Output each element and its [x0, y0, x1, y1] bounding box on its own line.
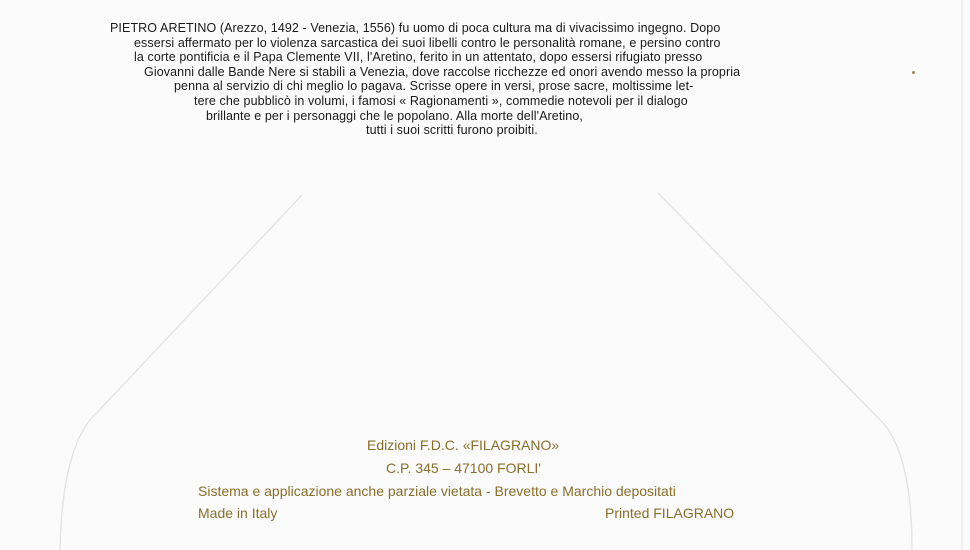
publisher-address: C.P. 345 – 47100 FORLI' [386, 460, 541, 476]
biography-text [110, 21, 870, 138]
paper-speck [912, 71, 915, 74]
bio-line: penna al servizio di chi meglio lo pagava. Scrisse opere in versi, prose sacre, moltissime let- [174, 79, 694, 94]
bio-line: Giovanni dalle Bande Nere si stabilì a Venezia, dove raccolse ricchezze ed onori avendo messo la propria [144, 64, 741, 79]
bio-line: tere che pubblicò in volumi, i famosi « Ragionamenti », commedie notevoli per il dialogo [194, 93, 688, 108]
bio-line: la corte pontificia e il Papa Clemente VII, l'Aretino, ferito in un attentato, dopo essersi rifugiato presso [134, 50, 703, 65]
right-flap-fold [658, 193, 912, 550]
printed-by-label: Printed FILAGRANO [605, 505, 735, 521]
bio-line: essersi affermato per lo violenza sarcastica dei suoi libelli contro le personalità romane, e persino contro [134, 35, 721, 50]
legal-notice: Sistema e applicazione anche parziale vietata - Brevetto e Marchio depositati [198, 483, 676, 499]
bio-line: tutti i suoi scritti furono proibiti. [366, 123, 538, 138]
bio-line: PIETRO ARETINO (Arezzo, 1492 - Venezia, 1556) fu uomo di poca cultura ma di vivacissimo ingegno. Dopo [110, 21, 721, 35]
bio-line: brillante e per i personaggi che le popolano. Alla morte dell'Aretino, [206, 108, 583, 123]
publisher-name: Edizioni F.D.C. «FILAGRANO» [367, 437, 560, 453]
made-in-label: Made in Italy [198, 505, 278, 521]
